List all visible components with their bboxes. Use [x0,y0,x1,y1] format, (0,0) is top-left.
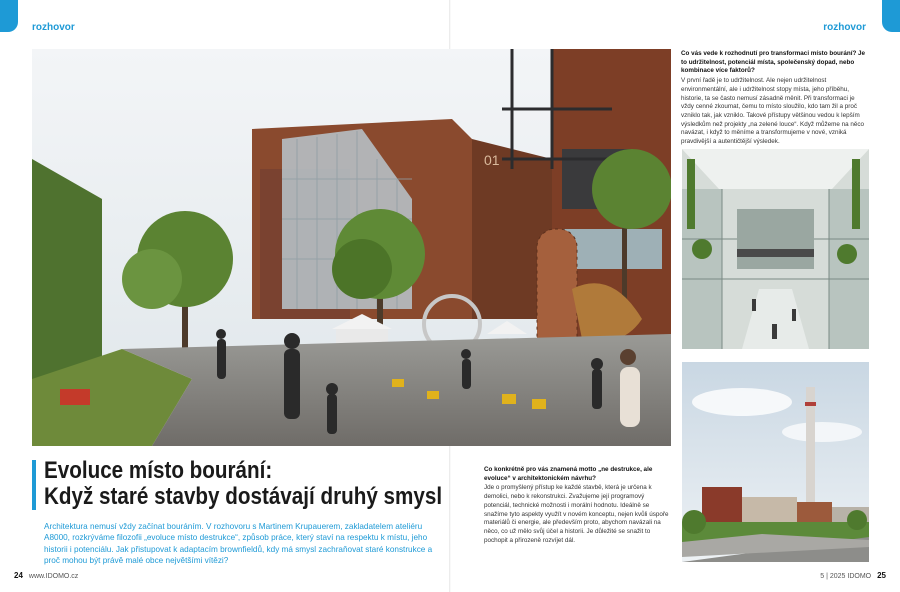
headline-line-1: Evoluce místo bourání: [44,457,273,484]
corner-tab-left [0,0,18,32]
qa-block-2 [484,466,672,545]
answer-1: V první řadě je to udržitelnost. Ale nejen udržitelnost environmentální, ale i udržitelnost stopy místa, jeho příběhu, historie, ta se často nemusí zásadně měnit. Při transformaci je vždy cenné zkoumat, čemu to místo sloužilo, kdo tam žil a proč vzniklo tak, jak vzniklo. Takové přístupy většinou vedou k lepším výsledkům než projekty „na zelené louce“. Když můžeme na něco navázat, i když to měníme a transformujeme v nové, vzniká pravdivější a autentičtější výsledek. [681,77,865,146]
question-1: Co vás vede k rozhodnutí pro transformaci místo bourání? Je to udržitelnost, potenciál místa, společenský dopad, nebo kombinace více faktorů? [681,50,866,75]
hero-illustration [32,49,671,446]
interior-atrium-photo [682,149,869,349]
headline [32,458,452,510]
qa-block-1 [681,50,869,147]
page-number-left: 24 [14,571,23,580]
headline-accent-bar [32,460,36,510]
section-label-left: rozhovor [32,22,75,33]
lead-paragraph: Architektura nemusí vždy začínat bouráním. V rozhovoru s Martinem Krupauerem, zakladatelem ateliéru A8000, rozkrýváme filozofii „evoluce místo destrukce“, způsob práce, který staví na respektu k místu, jeho historii i potenciálu. Jak přistupovat k adaptacím brownfieldů, kdy má smysl zachraňovat staré konstrukce a proč mohou být právě malé obce největšími vítězi? [44,522,433,566]
question-2: Co konkrétně pro vás znamená motto „ne destrukce, ale evoluce“ v architektonickém návrhu? [484,466,653,482]
footer-right [820,571,886,580]
section-label-right: rozhovor [823,22,866,33]
footer-left [14,571,78,580]
footer-website: www.IDOMO.cz [28,573,79,580]
corner-tab-right [882,0,900,32]
page-number-right: 25 [877,571,886,580]
building-number: 01 [484,152,500,168]
headline-line-2: Když staré stavby dostávají druhý smysl [44,483,443,510]
chimney-campus-photo [682,362,869,562]
footer-issue: 5 | 2025 IDOMO [820,573,872,580]
answer-2: Jde o promyšlený přístup ke každé stavbě, která je určena k demolici, nebo k rekonstrukci. Zvažujeme její programový potenciál, technické možnosti i morální hodnotu. Ideálně se snažíme tyto aspekty využít v novém konceptu, nejen kvůli úspoře materiálů či energie, ale především proto, abychom navázali na něco, co už mělo svůj účel a historii. Je důležité se snažit to pochopit a přirozeně rozvíjet dál. [484,484,669,544]
